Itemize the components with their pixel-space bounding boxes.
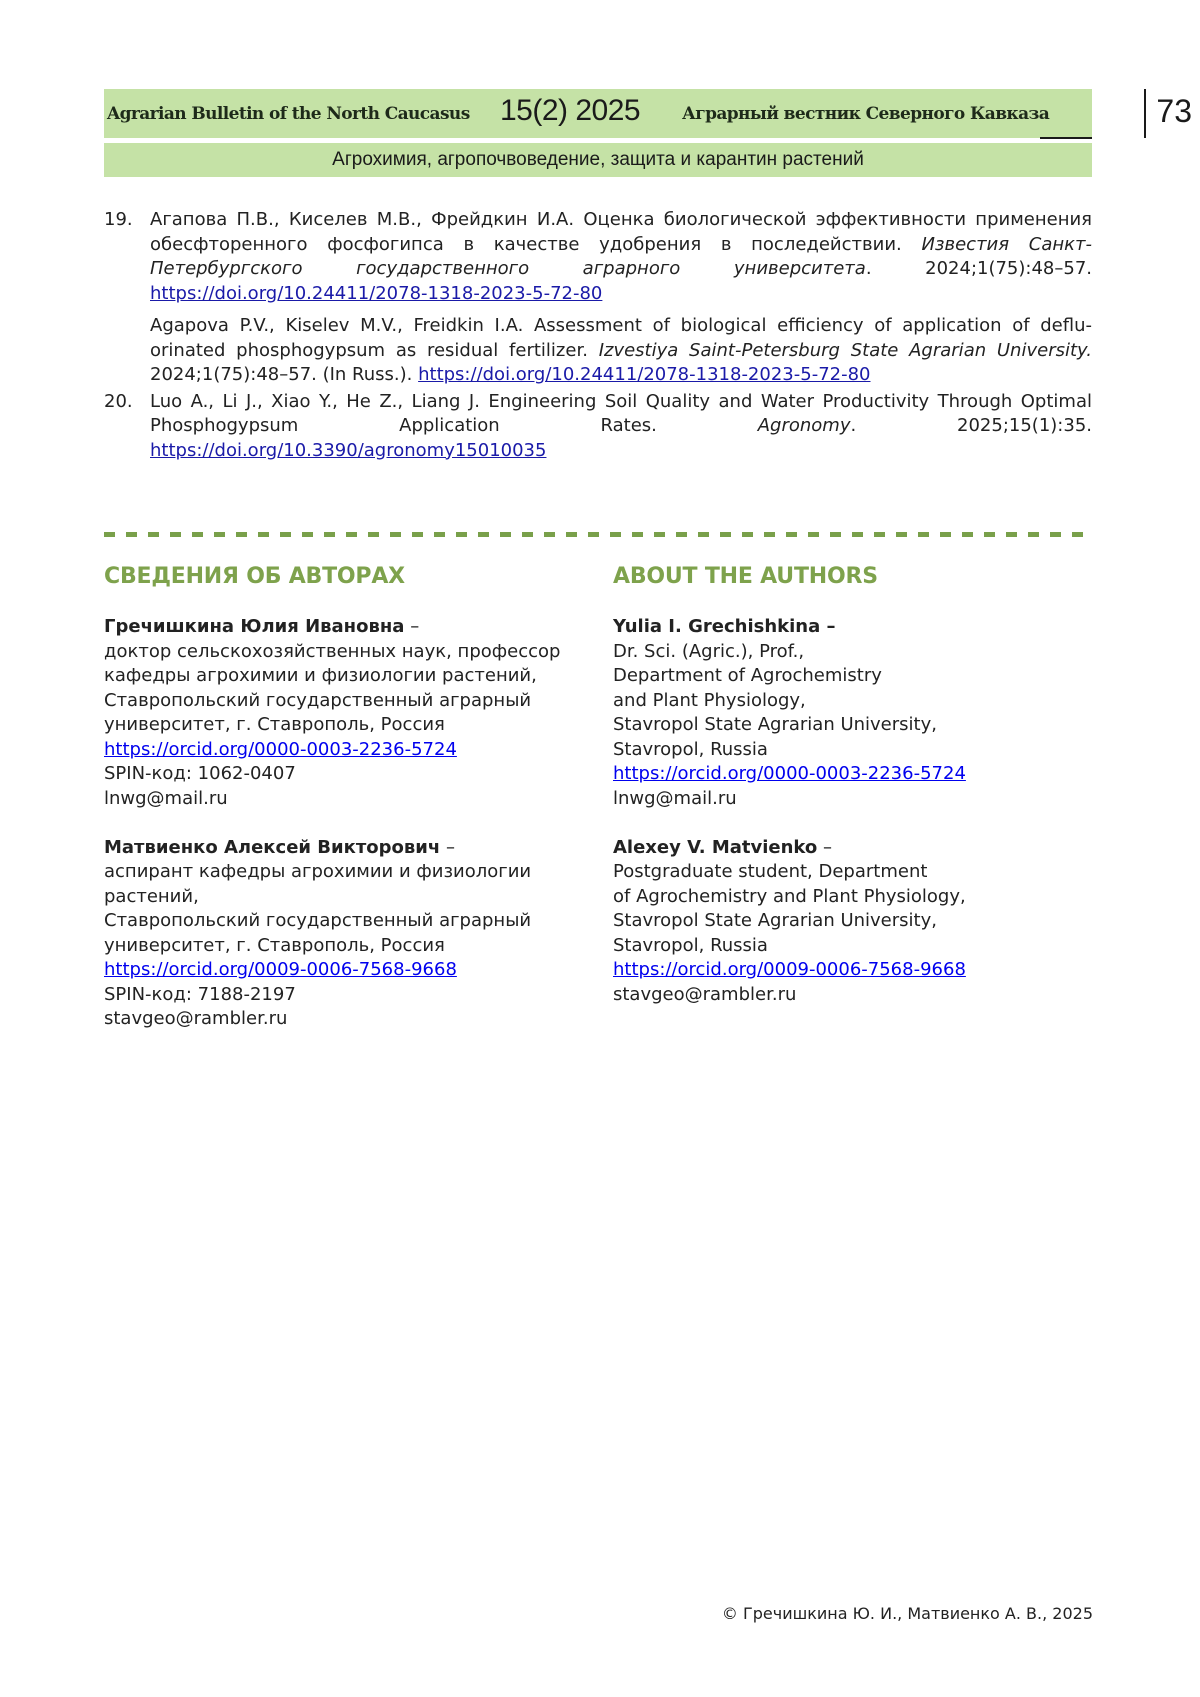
authors-title-ru: СВЕДЕНИЯ ОБ АВТОРАХ bbox=[104, 564, 405, 589]
reference-journal: Izvestiya Saint-Petersburg State Agrarian University. bbox=[598, 339, 1093, 361]
author-affiliation: аспирант кафедры агрохимии и физиологии bbox=[104, 861, 532, 882]
reference-text: Agapova P.V., Kiselev M.V., Freidkin I.A. Assessment of biological efficiency of application of defluorinated phosphogypsum as residual fertilizer. bbox=[150, 315, 1092, 361]
reference-text: Luo A., Li J., Xiao Y., He Z., Liang J. Engineering Soil Quality and Water Productivity Through Optimal Phosphogypsum Application Rates. bbox=[150, 390, 1092, 436]
author-name: Alexey V. Matvienko bbox=[613, 836, 818, 858]
reference-text: Агапова П.В., Киселев М.В., Фрейдкин И.А. Оценка биологической эффективности применения обесфторенного фосфогипса в качестве удобрения в последействии. bbox=[150, 209, 1092, 255]
author-affiliation: Ставропольский государственный аграрный bbox=[104, 910, 532, 931]
page-number-underline bbox=[1040, 137, 1092, 139]
author-affiliation: Stavropol, Russia bbox=[613, 934, 768, 956]
orcid-link[interactable]: https://orcid.org/0009-0006-7568-9668 bbox=[613, 959, 966, 980]
copyright: © Гречишкина Ю. И., Матвиенко А. В., 2025 bbox=[721, 1604, 1093, 1623]
author-affiliation: Department of Agrochemistry bbox=[613, 665, 882, 686]
reference-item bbox=[104, 390, 1092, 464]
page-number: 73 bbox=[1156, 93, 1192, 129]
orcid-link[interactable]: https://orcid.org/0000-0003-2236-5724 bbox=[104, 738, 457, 760]
authors-en bbox=[613, 562, 1113, 1032]
author-name: Матвиенко Алексей Викторович bbox=[104, 836, 441, 858]
page-number-box bbox=[1144, 89, 1192, 138]
email-line bbox=[104, 787, 604, 812]
author-affiliation: университет, г. Ставрополь, Россия bbox=[104, 714, 445, 735]
reference-en bbox=[150, 390, 1092, 464]
orcid-link[interactable]: https://orcid.org/0000-0003-2236-5724 bbox=[613, 763, 966, 784]
reference-details: . 2024;1(75):48–57. bbox=[865, 258, 1093, 279]
doi-link[interactable]: https://doi.org/10.3390/agronomy15010035 bbox=[150, 439, 547, 461]
orcid-line bbox=[104, 958, 604, 983]
author-affiliation: of Agrochemistry and Plant Physiology, bbox=[613, 885, 966, 907]
author-dash: – bbox=[817, 836, 833, 858]
spin-link[interactable]: 7188-2197 bbox=[197, 983, 296, 1005]
author-affiliation: Stavropol State Agrarian University, bbox=[613, 714, 937, 735]
orcid-link[interactable]: https://orcid.org/0009-0006-7568-9668 bbox=[104, 959, 457, 980]
author-affiliation: Dr. Sci. (Agric.), Prof., bbox=[613, 640, 805, 662]
email-line bbox=[104, 1007, 604, 1032]
authors-ru bbox=[104, 562, 604, 1056]
reference-item bbox=[104, 208, 1092, 388]
reference-ru bbox=[150, 208, 1092, 306]
author-affiliation: растений, bbox=[104, 885, 199, 907]
references-list bbox=[104, 208, 1092, 463]
author-affiliation: Ставропольский государственный аграрный bbox=[104, 689, 532, 711]
email-link[interactable]: lnwg@mail.ru bbox=[104, 787, 228, 809]
reference-details: . 2025;15(1):35. bbox=[850, 415, 1092, 436]
email-link[interactable]: stavgeo@rambler.ru bbox=[613, 983, 797, 1005]
author-name-line bbox=[104, 615, 604, 640]
email-line bbox=[613, 983, 1113, 1008]
spin-line bbox=[104, 762, 604, 787]
orcid-line bbox=[613, 762, 1113, 787]
author-affiliation: and Plant Physiology, bbox=[613, 689, 806, 711]
reference-journal: Известия Санкт-Петербургского государственного аграрного университета bbox=[150, 233, 1093, 279]
author-affiliation: доктор сельскохозяйственных наук, профессор bbox=[104, 640, 561, 662]
reference-en bbox=[150, 314, 1092, 388]
spin-link[interactable]: 1062-0407 bbox=[197, 763, 296, 784]
author-affiliation: кафедры агрохимии и физиологии растений, bbox=[104, 665, 537, 686]
reference-number: 19. bbox=[104, 209, 133, 230]
author-entry bbox=[104, 836, 604, 1032]
spin-line bbox=[104, 983, 604, 1008]
author-affiliation: университет, г. Ставрополь, Россия bbox=[104, 934, 445, 956]
journal-title-ru: Аграрный вестник Северного Кавказа bbox=[682, 104, 1050, 124]
issue-number: 15(2) 2025 bbox=[500, 94, 641, 127]
email-line bbox=[613, 787, 1113, 812]
author-name-line bbox=[104, 836, 604, 861]
orcid-line bbox=[104, 738, 604, 763]
reference-journal: Agronomy bbox=[757, 415, 851, 436]
author-entry bbox=[613, 615, 1113, 811]
section-title: Агрохимия, агропочвоведение, защита и карантин растений bbox=[104, 143, 1092, 177]
author-dash: – bbox=[440, 836, 455, 858]
reference-number: 20. bbox=[104, 390, 133, 412]
author-name-line bbox=[613, 615, 1113, 640]
spin-label: SPIN-код: bbox=[104, 983, 198, 1005]
orcid-line bbox=[613, 958, 1113, 983]
author-affiliation: Stavropol State Agrarian University, bbox=[613, 910, 937, 931]
author-entry bbox=[613, 836, 1113, 1008]
email-link[interactable]: stavgeo@rambler.ru bbox=[104, 1008, 288, 1029]
author-entry bbox=[104, 615, 604, 811]
email-link[interactable]: lnwg@mail.ru bbox=[613, 787, 737, 809]
author-dash: – bbox=[404, 616, 420, 637]
dashed-separator bbox=[104, 532, 1094, 537]
authors-title-en: ABOUT THE AUTHORS bbox=[613, 564, 878, 589]
journal-title-en: Agrarian Bulletin of the North Caucasus bbox=[107, 104, 470, 124]
author-name: Гречишкина Юлия Ивановна bbox=[104, 616, 405, 637]
author-name: Yulia I. Grechishkina – bbox=[613, 616, 836, 637]
author-name-line bbox=[613, 836, 1113, 861]
author-affiliation: Postgraduate student, Department bbox=[613, 861, 928, 882]
spin-label: SPIN-код: bbox=[104, 763, 198, 784]
author-affiliation: Stavropol, Russia bbox=[613, 738, 768, 760]
journal-header bbox=[104, 89, 1192, 138]
doi-link[interactable]: https://doi.org/10.24411/2078-1318-2023-5-72-80 bbox=[418, 364, 871, 385]
doi-link[interactable]: https://doi.org/10.24411/2078-1318-2023-5-72-80 bbox=[150, 282, 603, 304]
reference-details: 2024;1(75):48–57. (In Russ.). bbox=[150, 364, 419, 385]
